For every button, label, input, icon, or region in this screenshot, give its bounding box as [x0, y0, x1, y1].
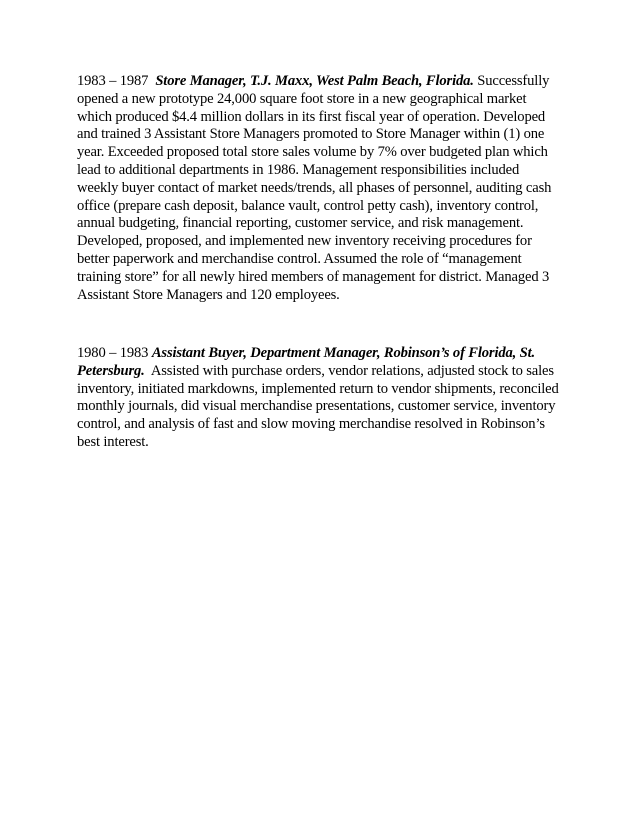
entry-title: Assistant Buyer, Department Manager, Robinson’s of Florida, St. Petersburg.: [77, 345, 536, 379]
entry-title: Store Manager, T.J. Maxx, West Palm Beach, Florida.: [155, 73, 474, 89]
employment-entry-robinsons: [77, 345, 563, 452]
entry-description: Assisted with purchase orders, vendor relations, adjusted stock to sales inventory, initiated markdowns, implemented return to vendor shipments, reconciled monthly journals, did visual merchandise presentations, customer service, inventory control, and analysis of fast and slow moving merchandise resolved in Robinson’s best interest.: [77, 362, 559, 450]
employment-entry-tjmaxx: [77, 73, 563, 304]
entry-dates: 1980 – 1983: [77, 345, 149, 361]
entry-dates: 1983 – 1987: [77, 73, 149, 89]
entry-description: Successfully opened a new prototype 24,000 square foot store in a new geographical market which produced $4.4 million dollars in its first fiscal year of operation. Developed and trained 3 Assistant Store Managers promoted to Store Manager within (1) one year. Exceeded proposed total store sales volume by 7% over budgeted plan which lead to additional departments in 1986. Management responsibilities included weekly buyer contact of market needs/trends, all phases of personnel, auditing cash office (prepare cash deposit, balance vault, control petty cash), inventory control, annual budgeting, financial reporting, customer service, and risk management. Developed, proposed, and implemented new inventory receiving procedures for better paperwork and merchandise control. Assumed the role of “management training store” for all newly hired members of management for district. Managed 3 Assistant Store Managers and 120 employees.: [77, 73, 552, 303]
